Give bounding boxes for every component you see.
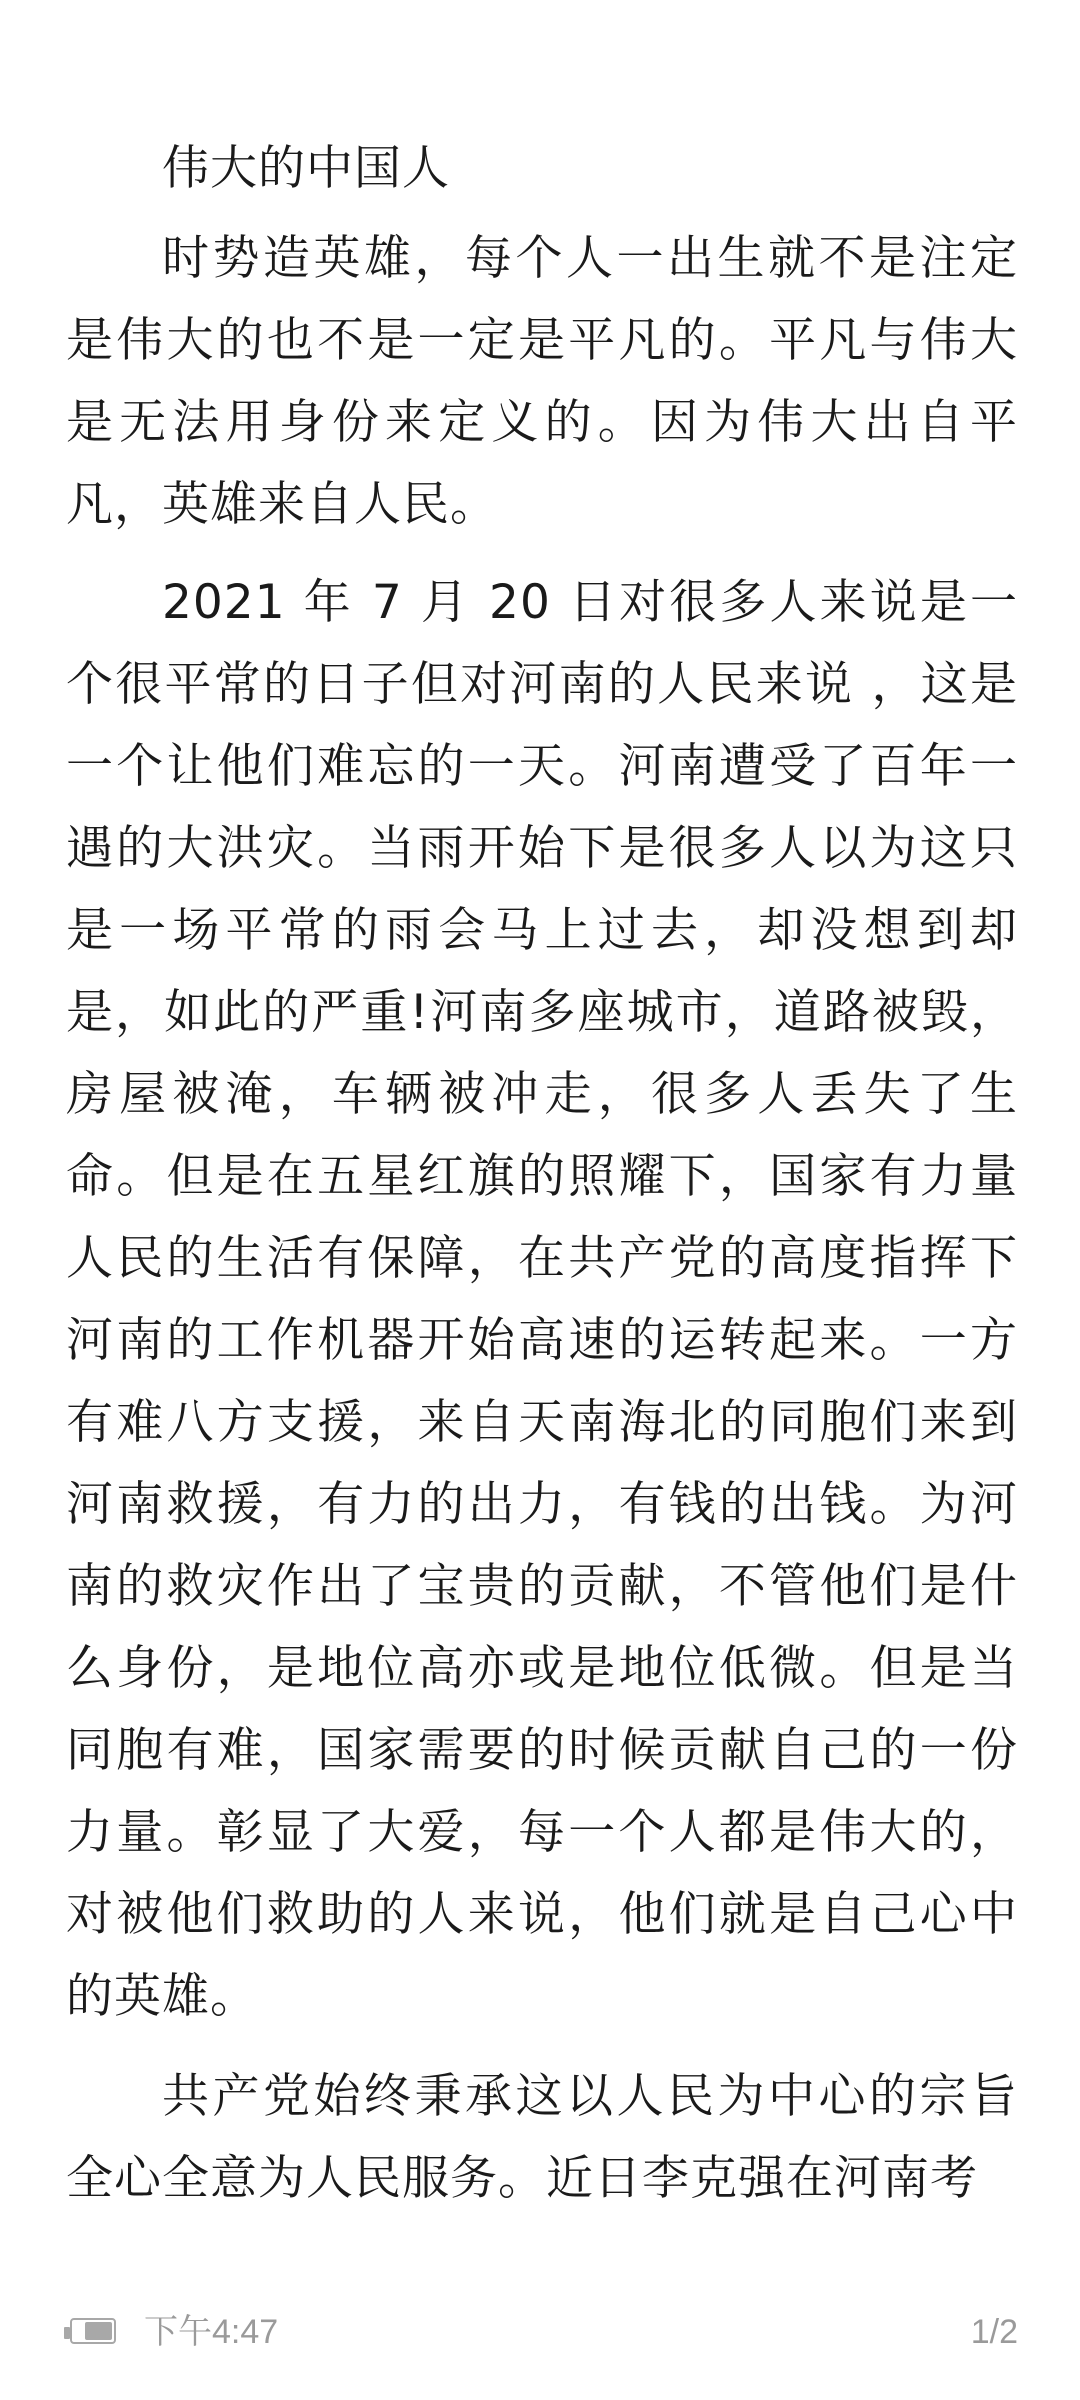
paragraph-1: 时势造英雄，每个人一出生就不是注定是伟大的也不是一定是平凡的。平凡与伟大是无法用身份来定义的。因为伟大出自平凡，英雄来自人民。 bbox=[66, 231, 1018, 532]
document-content bbox=[66, 128, 1018, 2220]
reader-status-bar bbox=[0, 2300, 1080, 2364]
document-title: 伟大的中国人 bbox=[162, 141, 450, 196]
page-indicator: 1/2 bbox=[970, 2313, 1018, 2351]
battery-fill bbox=[85, 2322, 113, 2340]
battery-body bbox=[70, 2318, 116, 2344]
battery-icon bbox=[64, 2318, 120, 2348]
status-time: 下午4:47 bbox=[144, 2313, 279, 2351]
paragraph-2: 2021 年 7 月 20 日对很多人来说是一个很平常的日子但对河南的人民来说 ，这是一个让他们难忘的一天。河南遭受了百年一遇的大洪灾。当雨开始下是很多人以为这只是一场平常的雨会马上过去，却没想到却是，如此的严重!河南多座城市，道路被毁，房屋被淹，车辆被冲走，很多人丢失了生命。但是在五星红旗的照耀下，国家有力量人民的生活有保障，在共产党的高度指挥下河南的工作机器开始高速的运转起来。一方有难八方支援，来自天南海北的同胞们来到河南救援，有力的出力，有钱的出钱。为河南的救灾作出了宝贵的贡献，不管他们是什么身份，是地位高亦或是地位低微。但是当同胞有难，国家需要的时候贡献自己的一份力量。彰显了大爱，每一个人都是伟大的，对被他们救助的人来说，他们就是自己心中的英雄。 bbox=[66, 575, 1018, 2024]
paragraph-3: 共产党始终秉承这以人民为中心的宗旨全心全意为人民服务。近日李克强在河南考 bbox=[66, 2069, 1018, 2206]
